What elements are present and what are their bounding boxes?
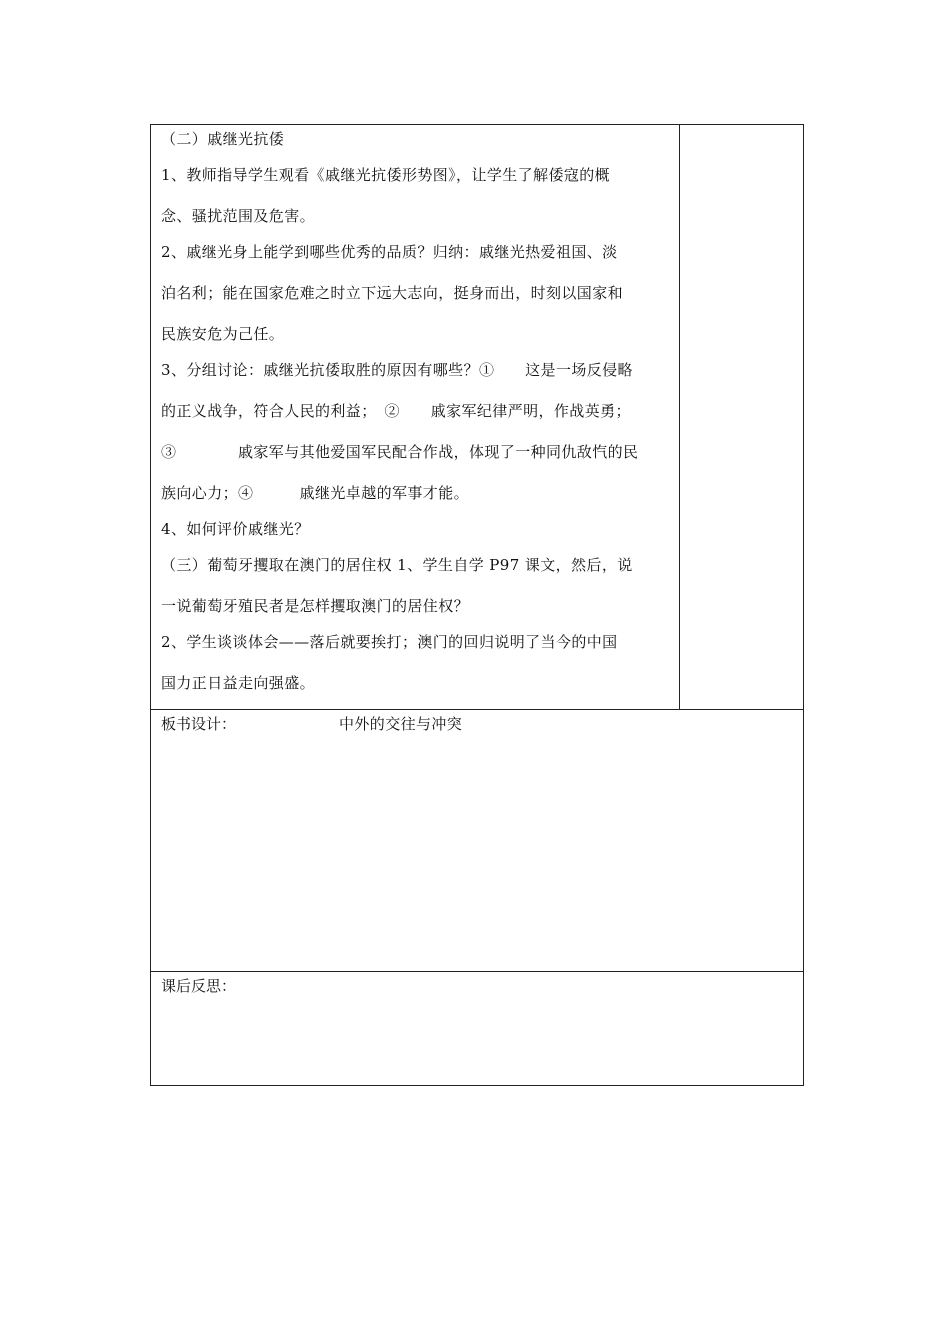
text-line: 4、如何评价戚继光？	[161, 520, 310, 538]
text-line: 泊名利；能在国家危难之时立下远大志向，挺身而出，时刻以国家和	[161, 284, 624, 302]
text-line: 2、学生谈谈体会——落后就要挨打；澳门的回归说明了当今的中国	[161, 633, 618, 651]
text-line: 1、教师指导学生观看《戚继光抗倭形势图》，让学生了解倭寇的概	[161, 166, 611, 184]
board-design-label: 板书设计：	[161, 715, 237, 733]
text-line: 3、分组讨论：戚继光抗倭取胜的原因有哪些？① 这是一场反侵略	[161, 361, 633, 379]
text-line: 一说葡萄牙殖民者是怎样攫取澳门的居住权？	[161, 597, 470, 615]
reflection-label: 课后反思：	[161, 977, 237, 995]
section-heading-macau: （三）葡萄牙攫取在澳门的居住权 1、学生自学 P97 课文，然后，说	[161, 556, 633, 574]
board-design-row	[151, 710, 803, 972]
text-line: 族向心力；④ 戚继光卓越的军事才能。	[161, 484, 470, 502]
board-design-title: 中外的交往与冲突	[339, 715, 463, 733]
text-line: ③ 戚家军与其他爱国军民配合作战，体现了一种同仇敌忾的民	[161, 443, 639, 461]
text-line: 国力正日益走向强盛。	[161, 674, 316, 692]
text-line: 2、戚继光身上能学到哪些优秀的品质？归纳：戚继光热爱祖国、淡	[161, 243, 618, 261]
teaching-process-cell	[151, 125, 680, 709]
text-line: 民族安危为己任。	[161, 325, 285, 343]
text-line: 念、骚扰范围及危害。	[161, 207, 316, 225]
lesson-plan-table	[150, 124, 804, 1086]
teaching-process-row	[151, 125, 803, 710]
notes-cell	[680, 125, 803, 709]
section-heading-qijiguang: （二）戚继光抗倭	[161, 130, 285, 148]
reflection-row	[151, 972, 803, 1085]
text-line: 的正义战争，符合人民的利益； ② 戚家军纪律严明，作战英勇；	[161, 402, 631, 420]
